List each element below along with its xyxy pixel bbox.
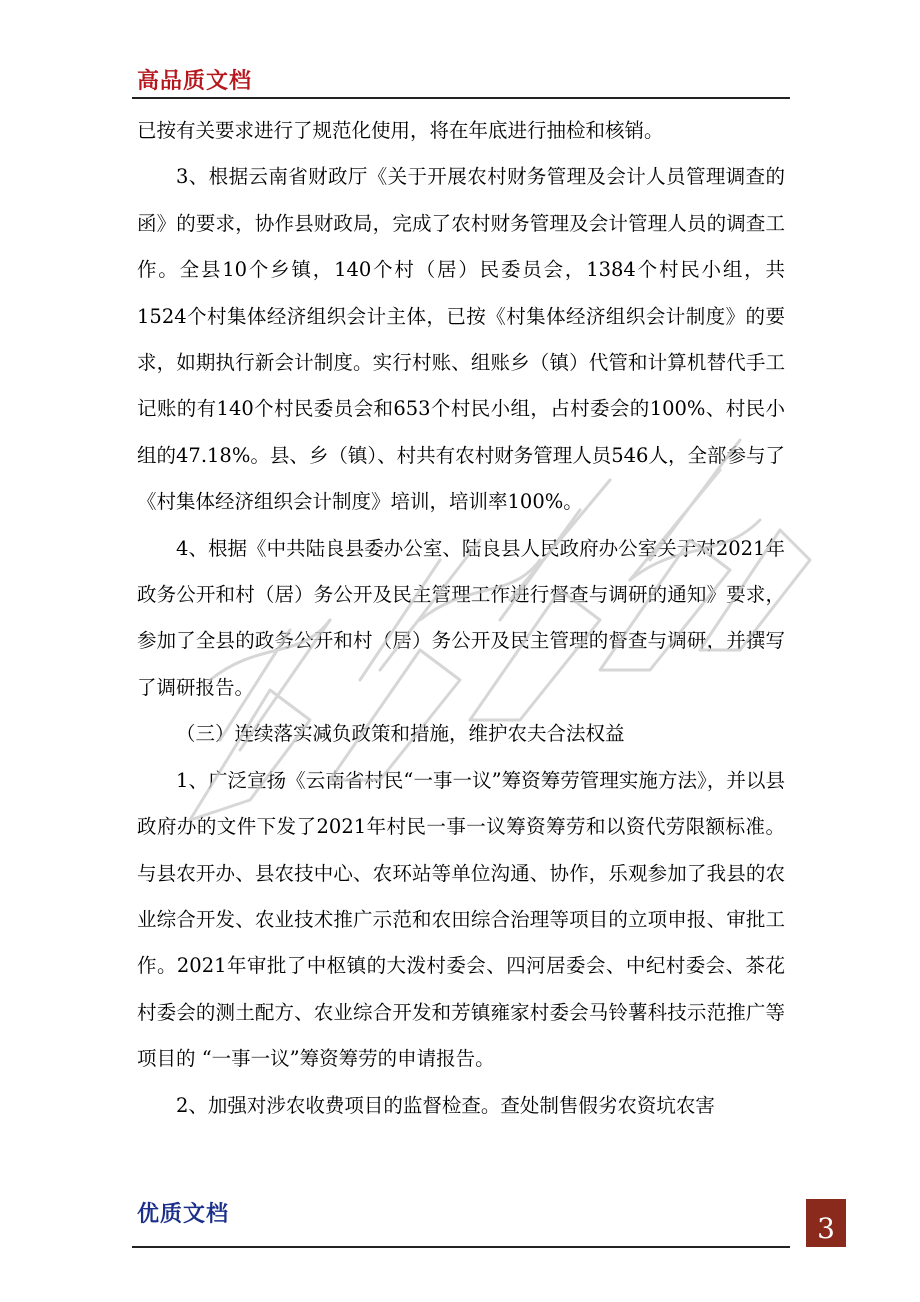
- paragraph-item-4: 4、根据《中共陆良县委办公室、陆良县人民政府办公室关于对2021年政务公开和村（居）务公开及民主管理工作进行督查与调研的通知》要求，参加了全县的政务公开和村（居）务公开及民主管理的督查与调研，并撰写了调研报告。: [137, 536, 785, 699]
- footer-title: 优质文档: [137, 1202, 230, 1227]
- section-heading-3: （三）连续落实减负政策和措施，维护农夫合法权益: [176, 722, 625, 746]
- footer-divider: [132, 1246, 790, 1248]
- header-title: 高品质文档: [137, 69, 253, 94]
- paragraph-item-3: 3、根据云南省财政厅《关于开展农村财务管理及会计人员管理调查的函》的要求，协作县财政局，完成了农村财务管理及会计管理人员的调查工作。全县10个乡镇，140个村（居）民委员会，1384个村民小组，共1524个村集体经济组织会计主体，已按《村集体经济组织会计制度》的要求，如期执行新会计制度。实行村账、组账乡（镇）代管和计算机替代手工记账的有140个村民委员会和653个村民小组，占村委会的100%、村民小组的47.18%。县、乡（镇）、村共有农村财务管理人员546人，全部参与了《村集体经济组织会计制度》培训，培训率100%。: [137, 165, 785, 514]
- header-divider: [132, 97, 790, 99]
- paragraph-continuation: 已按有关要求进行了规范化使用，将在年底进行抽检和核销。: [137, 119, 664, 142]
- paragraph-item-1: 1、广泛宣扬《云南省村民“一事一议”筹资筹劳管理实施方法》，并以县政府办的文件下发了2021年村民一事一议筹资筹劳和以资代劳限额标准。与县农开办、县农技中心、农环站等单位沟通、协作，乐观参加了我县的农业综合开发、农业技术推广示范和农田综合治理等项目的立项申报、审批工作。2021年审批了中枢镇的大泼村委会、四河居委会、中纪村委会、茶花村委会的测土配方、农业综合开发和芳镇雍家村委会马铃薯科技示范推广等项目的 “一事一议”筹资筹劳的申请报告。: [137, 768, 785, 1071]
- paragraph-item-2: 2、加强对涉农收费项目的监督检查。查处制售假劣农资坑农害: [176, 1093, 715, 1117]
- document-body: [137, 108, 785, 1129]
- page-number-badge: 3: [806, 1199, 846, 1247]
